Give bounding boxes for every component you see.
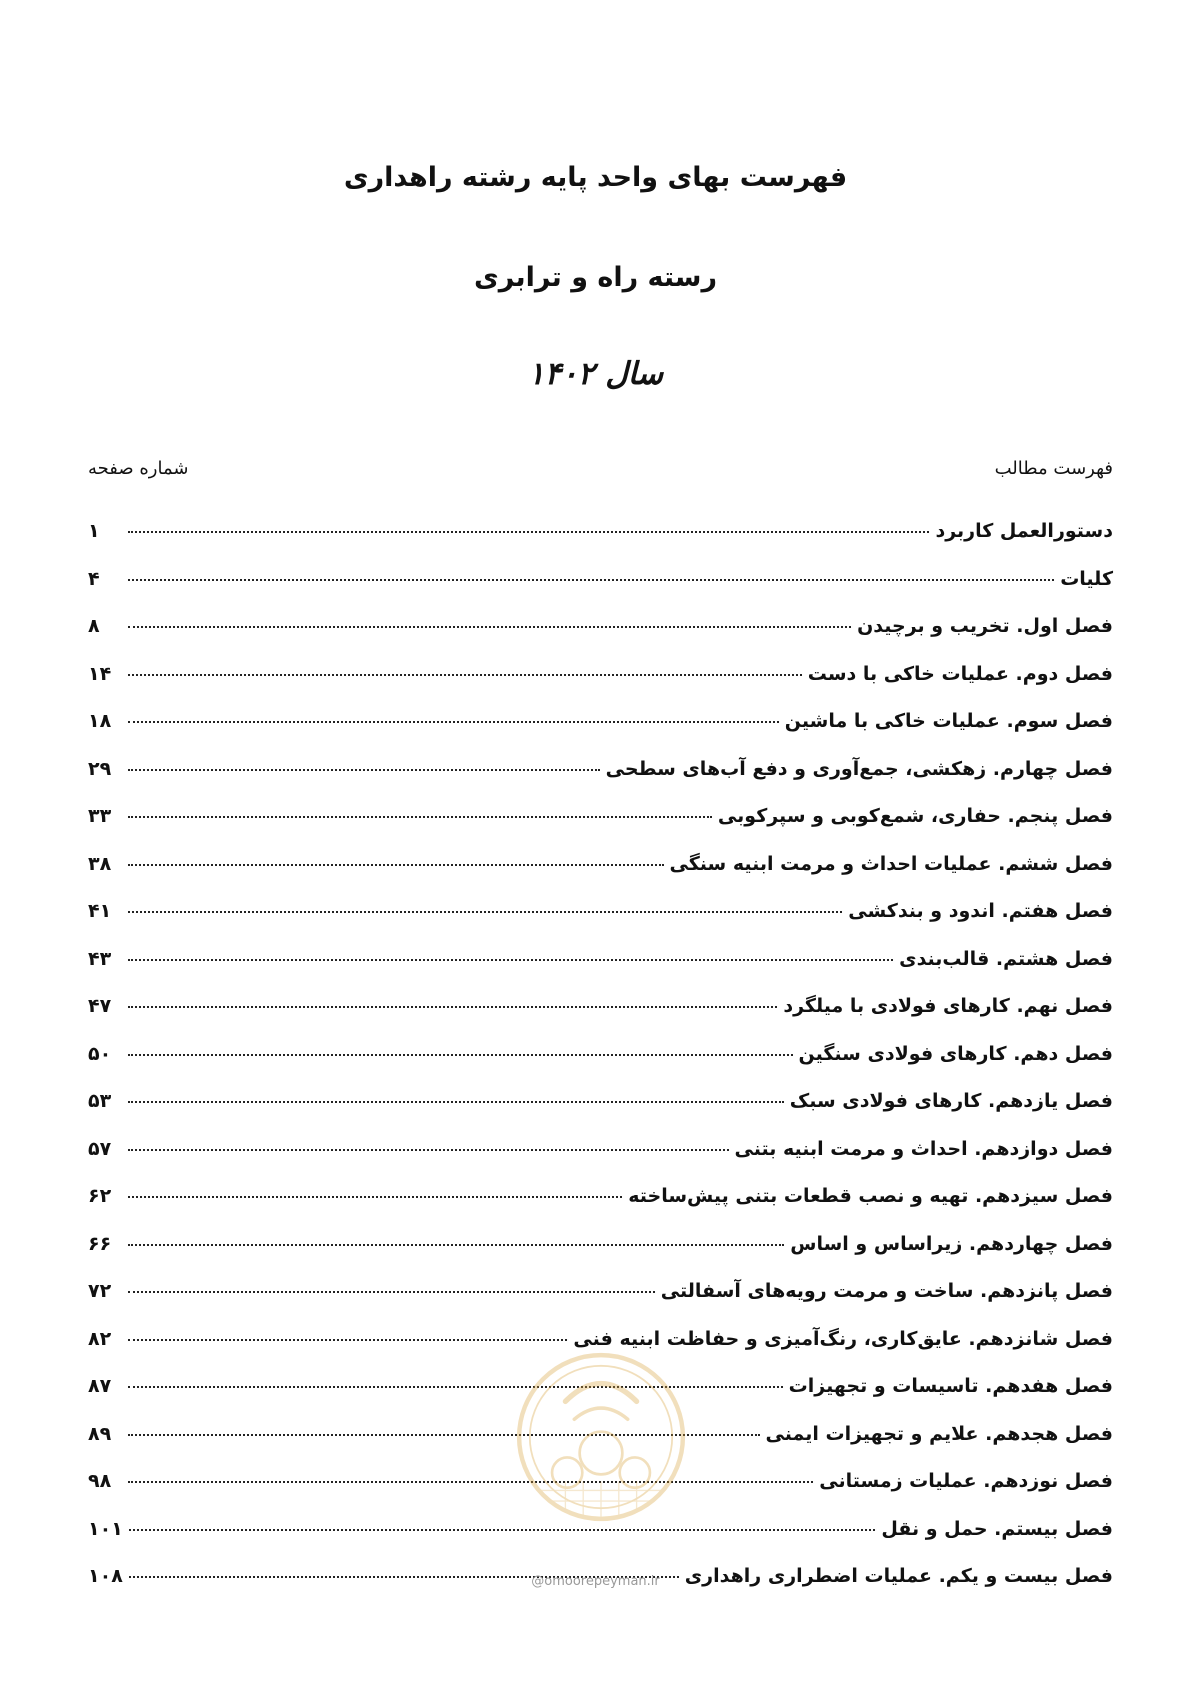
toc-entry xyxy=(88,900,1113,948)
toc-entry-page: ۴۳ xyxy=(88,947,112,970)
toc-header xyxy=(88,458,1113,488)
document-title: فهرست بهای واحد پایه رشته راهداری xyxy=(343,162,848,193)
toc-leader-dots xyxy=(128,1481,813,1483)
toc-entry xyxy=(88,758,1113,806)
toc-leader-dots xyxy=(128,959,893,961)
toc-entry xyxy=(88,1233,1113,1281)
toc-entry-title: فصل دوازدهم. احداث و مرمت ابنیه بتنی xyxy=(734,1137,1113,1160)
toc-entry xyxy=(88,1138,1113,1186)
document-subtitle: رسته راه و ترابری xyxy=(473,262,718,293)
toc-leader-dots xyxy=(128,721,779,723)
toc-entry xyxy=(88,805,1113,853)
toc-leader-dots xyxy=(128,674,802,676)
toc-entry-title: فصل هشتم. قالب‌بندی xyxy=(899,947,1113,970)
toc-entry-title: فصل یازدهم. کارهای فولادی سبک xyxy=(789,1090,1113,1112)
toc-entry-page: ۸۷ xyxy=(88,1375,112,1397)
toc-entry xyxy=(88,948,1113,996)
toc-entry xyxy=(88,1043,1113,1091)
toc-entry-title: فصل پانزدهم. ساخت و مرمت رویه‌های آسفالتی xyxy=(660,1280,1113,1302)
toc-entry-page: ۱۰۱ xyxy=(88,1517,123,1540)
toc-entry-page: ۱۴ xyxy=(88,662,112,685)
document-year: سال ۱۴۰۲ xyxy=(527,356,664,392)
toc-entry-page: ۴ xyxy=(88,567,100,590)
toc-entry-title: کلیات xyxy=(1060,567,1113,590)
toc-entry-page: ۵۰ xyxy=(88,1042,112,1065)
toc-entry-title: فصل چهارم. زهکشی، جمع‌آوری و دفع آب‌های سطحی xyxy=(605,757,1113,780)
toc-leader-dots xyxy=(128,1291,655,1293)
toc-entry-title: فصل سیزدهم. تهیه و نصب قطعات بتنی پیش‌ساخته xyxy=(628,1185,1113,1207)
toc-entry-title: دستورالعمل کاربرد xyxy=(935,520,1113,542)
toc-entry-title: فصل هفتم. اندود و بندکشی xyxy=(848,900,1113,922)
toc-entry xyxy=(88,995,1113,1043)
toc-entry-title: فصل هفدهم. تاسیسات و تجهیزات xyxy=(788,1375,1113,1397)
toc-entry-page: ۳۸ xyxy=(88,852,112,875)
toc-entry-title: فصل نهم. کارهای فولادی با میلگرد xyxy=(783,995,1113,1017)
toc-leader-dots xyxy=(128,1101,784,1103)
toc-entry-title: فصل دهم. کارهای فولادی سنگین xyxy=(798,1042,1113,1065)
toc-entry-title: فصل شانزدهم. عایق‌کاری، رنگ‌آمیزی و حفاظت ابنیه فنی xyxy=(573,1327,1113,1350)
toc-entry-title: فصل پنجم. حفاری، شمع‌کوبی و سپرکوبی xyxy=(717,805,1113,827)
toc-entry-page: ۹۸ xyxy=(88,1470,112,1492)
toc-entry-title: فصل بیستم. حمل و نقل xyxy=(881,1517,1113,1540)
toc-entry-page: ۸ xyxy=(88,615,100,637)
toc-leader-dots xyxy=(128,1244,784,1246)
toc-entry-title: فصل نوزدهم. عملیات زمستانی xyxy=(819,1470,1113,1492)
toc-leader-dots xyxy=(128,911,842,913)
toc-entry-page: ۵۷ xyxy=(88,1137,112,1160)
toc-entry-title: فصل سوم. عملیات خاکی با ماشین xyxy=(784,710,1113,732)
toc-leader-dots xyxy=(128,1196,622,1198)
toc-leader-dots xyxy=(128,1054,793,1056)
toc-entry xyxy=(88,1090,1113,1138)
toc-entry-page: ۳۳ xyxy=(88,805,112,827)
toc-leader-dots xyxy=(128,1006,777,1008)
watermark-text: @omoorepeyman.ir xyxy=(531,1574,660,1589)
toc-header-page-number: شماره صفحه xyxy=(88,458,189,479)
toc-entry-page: ۷۲ xyxy=(88,1280,112,1302)
toc-leader-dots xyxy=(128,531,929,533)
toc-entry-page: ۴۷ xyxy=(88,995,112,1017)
toc-entry xyxy=(88,663,1113,711)
toc-entry xyxy=(88,710,1113,758)
toc-leader-dots xyxy=(128,816,712,818)
toc-entry-page: ۱ xyxy=(88,520,100,542)
toc-header-contents: فهرست مطالب xyxy=(994,458,1113,479)
seal-watermark-icon xyxy=(512,1348,690,1526)
toc-leader-dots xyxy=(128,864,664,866)
toc-entry-title: فصل دوم. عملیات خاکی با دست xyxy=(807,662,1113,685)
toc-entry-page: ۵۳ xyxy=(88,1090,112,1112)
toc-entry-title: فصل چهاردهم. زیراساس و اساس xyxy=(790,1232,1113,1255)
toc-leader-dots xyxy=(128,769,600,771)
toc-entry-page: ۲۹ xyxy=(88,757,112,780)
toc-entry xyxy=(88,1185,1113,1233)
toc-entry xyxy=(88,615,1113,663)
toc-leader-dots xyxy=(128,1339,567,1341)
toc-leader-dots xyxy=(128,1149,729,1151)
toc-entry-page: ۱۸ xyxy=(88,710,112,732)
toc-entry xyxy=(88,568,1113,616)
toc-entry-page: ۴۱ xyxy=(88,900,112,922)
toc-entry xyxy=(88,1280,1113,1328)
toc-leader-dots xyxy=(128,579,1054,581)
toc-entry-page: ۶۶ xyxy=(88,1232,112,1255)
toc-leader-dots xyxy=(129,1529,876,1531)
toc-entry-page: ۸۹ xyxy=(88,1422,112,1445)
toc-entry-title: فصل بیست و یکم. عملیات اضطراری راهداری xyxy=(684,1565,1113,1587)
toc-entry xyxy=(88,853,1113,901)
toc-entry-page: ۶۲ xyxy=(88,1185,112,1207)
toc-entry-page: ۸۲ xyxy=(88,1327,112,1350)
toc-entry xyxy=(88,520,1113,568)
toc-entry-page: ۱۰۸ xyxy=(88,1565,123,1587)
toc-leader-dots xyxy=(128,626,851,628)
toc-entry-title: فصل اول. تخریب و برچیدن xyxy=(857,615,1113,637)
toc-entry-title: فصل هجدهم. علایم و تجهیزات ایمنی xyxy=(765,1422,1113,1445)
toc-entry-title: فصل ششم. عملیات احداث و مرمت ابنیه سنگی xyxy=(669,852,1113,875)
